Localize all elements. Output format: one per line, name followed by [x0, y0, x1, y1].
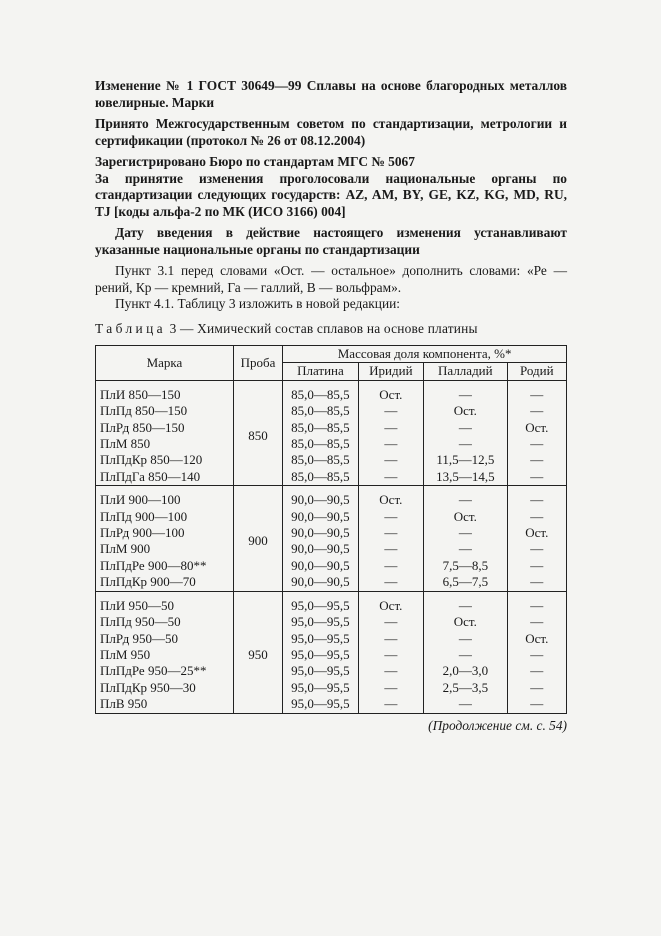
table-row: [96, 574, 567, 591]
cell-iridium: —: [358, 614, 423, 630]
cell-rhodium: —: [507, 541, 566, 557]
cell-mark: ПлПд 850—150: [100, 403, 188, 419]
cell-mark: ПлИ 900—100: [96, 486, 234, 509]
continuation-note: (Продолжение см. с. 54): [428, 717, 567, 733]
cell-platinum: 95,0—95,5: [291, 679, 350, 695]
cell-palladium: —: [424, 420, 508, 436]
cell-palladium: —: [424, 541, 508, 557]
table-caption-label: Таблица: [95, 320, 167, 336]
table-row: [96, 680, 567, 696]
cell-rhodium: —: [507, 452, 566, 468]
registration-note: Зарегистрировано Бюро по стандартам МГС № 5067: [95, 154, 415, 169]
cell-iridium: —: [358, 663, 423, 679]
table-row: [96, 525, 567, 541]
cell-mark: ПлРд 900—100: [100, 525, 185, 541]
table-caption-text: 3 — Химический состав сплавов на основе платины: [169, 320, 478, 336]
cell-palladium: 2,5—3,5: [424, 680, 508, 696]
cell-iridium: Ост.: [358, 380, 423, 403]
cell-palladium: —: [424, 525, 508, 541]
table-row: [96, 420, 567, 436]
cell-iridium: —: [358, 509, 423, 525]
cell-rhodium: —: [507, 647, 566, 663]
cell-rhodium: —: [507, 380, 566, 403]
cell-palladium: 13,5—14,5: [424, 469, 508, 486]
cell-rhodium: Ост.: [507, 420, 566, 436]
cell-palladium: Ост.: [424, 403, 508, 419]
cell-iridium: —: [358, 469, 423, 486]
cell-palladium: —: [424, 696, 508, 713]
voting-note: За принятие изменения проголосовали национальные органы по стандартизации следующих государств: AZ, AM, BY, GE, KZ, KG, MD, RU, TJ [коды альфа-2 по МК (ИСО 3166) 004]: [95, 170, 567, 219]
table-row: [96, 541, 567, 557]
cell-platinum: 95,0—95,5: [291, 663, 350, 679]
cell-palladium: 7,5—8,5: [424, 558, 508, 574]
cell-iridium: Ост.: [358, 591, 423, 614]
cell-mark: ПлПд 900—100: [100, 508, 188, 524]
cell-mark: ПлВ 950: [100, 696, 148, 712]
change-title: Изменение № 1 ГОСТ 30649—99 Сплавы на основе благородных металлов ювелирные. Марки: [95, 78, 567, 110]
cell-rhodium: —: [507, 574, 566, 591]
header-palladium: Палладий: [424, 363, 508, 380]
cell-palladium: Ост.: [424, 509, 508, 525]
cell-palladium: —: [424, 436, 508, 452]
cell-platinum: 95,0—95,5: [283, 591, 358, 614]
table-row: [96, 696, 567, 713]
cell-platinum: 90,0—90,5: [291, 541, 350, 557]
cell-rhodium: —: [507, 614, 566, 630]
cell-rhodium: —: [507, 486, 566, 509]
table-row: [96, 558, 567, 574]
cell-mark: ПлИ 850—150: [100, 386, 181, 402]
cell-platinum: 90,0—90,5: [291, 557, 350, 573]
table-row: [96, 647, 567, 663]
cell-iridium: —: [358, 574, 423, 591]
adoption-note: Принято Межгосударственным советом по стандартизации, метрологии и сертификации (протокол № 26 от 08.12.2004): [95, 116, 567, 148]
cell-platinum: 85,0—85,5: [291, 452, 350, 468]
table-row: [96, 486, 567, 509]
cell-palladium: 2,0—3,0: [424, 663, 508, 679]
table-row: [96, 436, 567, 452]
cell-rhodium: —: [507, 436, 566, 452]
cell-rhodium: —: [507, 469, 566, 486]
cell-platinum: 90,0—90,5: [291, 508, 350, 524]
cell-iridium: —: [358, 420, 423, 436]
cell-proba: 850: [233, 380, 282, 485]
header-rhodium: Родий: [507, 363, 566, 380]
cell-platinum: 90,0—90,5: [291, 525, 350, 541]
cell-proba: 950: [233, 591, 282, 713]
header-iridium: Иридий: [358, 363, 423, 380]
cell-platinum: 95,0—95,5: [291, 646, 350, 662]
table-row: [96, 591, 567, 614]
header-platinum: Платина: [283, 363, 358, 380]
cell-platinum: 85,0—85,5: [291, 386, 350, 402]
cell-mark: ПлПдГа 850—140: [100, 468, 201, 484]
cell-mark: ПлИ 950—50: [96, 591, 234, 614]
cell-platinum: 90,0—90,5: [291, 574, 350, 590]
cell-mark: ПлПдКр 950—30: [100, 679, 196, 695]
document-page: [95, 78, 567, 734]
cell-rhodium: —: [507, 403, 566, 419]
cell-palladium: 11,5—12,5: [424, 452, 508, 468]
cell-platinum: 95,0—95,5: [291, 696, 350, 712]
cell-palladium: —: [424, 380, 508, 403]
cell-rhodium: —: [507, 558, 566, 574]
cell-iridium: —: [358, 647, 423, 663]
cell-iridium: —: [358, 403, 423, 419]
cell-iridium: —: [358, 436, 423, 452]
cell-palladium: —: [424, 647, 508, 663]
cell-proba: 900: [233, 486, 282, 591]
cell-iridium: Ост.: [358, 486, 423, 509]
cell-platinum: 85,0—85,5: [291, 419, 350, 435]
cell-platinum: 90,0—90,5: [283, 486, 358, 509]
cell-mark: ПлМ 900: [100, 541, 151, 557]
cell-mark: ПлПдКр 900—70: [100, 574, 196, 590]
cell-iridium: —: [358, 452, 423, 468]
change-header: [95, 78, 567, 258]
header-mark: Марка: [96, 346, 234, 381]
cell-mark: ПлМ 950: [100, 646, 151, 662]
platinum-alloys-table: [95, 345, 567, 714]
cell-rhodium: Ост.: [507, 525, 566, 541]
table-body: [96, 380, 567, 713]
table-row: [96, 469, 567, 486]
table-row: [96, 509, 567, 525]
header-mass-fraction: Массовая доля компонента, %*: [283, 346, 567, 363]
cell-iridium: —: [358, 696, 423, 713]
paragraph-4-1: Пункт 4.1. Таблицу 3 изложить в новой редакции:: [115, 296, 401, 311]
cell-palladium: 6,5—7,5: [424, 574, 508, 591]
cell-rhodium: —: [507, 509, 566, 525]
cell-iridium: —: [358, 631, 423, 647]
table-row: [96, 452, 567, 468]
table-row: [96, 631, 567, 647]
cell-rhodium: —: [507, 663, 566, 679]
cell-mark: ПлПдРе 900—80**: [100, 557, 207, 573]
cell-mark: ПлРд 950—50: [100, 630, 178, 646]
cell-iridium: —: [358, 541, 423, 557]
cell-iridium: —: [358, 680, 423, 696]
cell-iridium: —: [358, 525, 423, 541]
cell-platinum: 95,0—95,5: [291, 630, 350, 646]
cell-mark: ПлРд 850—150: [100, 419, 185, 435]
cell-platinum: 85,0—85,5: [291, 436, 350, 452]
cell-palladium: —: [424, 631, 508, 647]
cell-palladium: —: [424, 591, 508, 614]
table-row: [96, 614, 567, 630]
paragraph-3-1: Пункт 3.1 перед словами «Ост. — остальное» дополнить словами: «Ре — рений, Кр — кремний, Га — галлий, В — вольфрам».: [95, 263, 567, 295]
cell-rhodium: —: [507, 591, 566, 614]
cell-rhodium: —: [507, 680, 566, 696]
cell-mark: ПлПдКр 850—120: [100, 452, 203, 468]
cell-mark: ПлПд 950—50: [100, 614, 181, 630]
table-row: [96, 663, 567, 679]
cell-palladium: Ост.: [424, 614, 508, 630]
header-proba: Проба: [233, 346, 282, 381]
cell-rhodium: —: [507, 696, 566, 713]
cell-palladium: —: [424, 486, 508, 509]
cell-mark: ПлПдРе 950—25**: [100, 663, 207, 679]
cell-mark: ПлМ 850: [100, 436, 151, 452]
table-row: [96, 380, 567, 403]
cell-iridium: —: [358, 558, 423, 574]
cell-rhodium: Ост.: [507, 631, 566, 647]
cell-platinum: 85,0—85,5: [291, 468, 350, 484]
table-row: [96, 403, 567, 419]
cell-platinum: 85,0—85,5: [291, 403, 350, 419]
cell-platinum: 95,0—95,5: [291, 614, 350, 630]
effective-date-note: Дату введения в действие настоящего изменения устанавливают указанные национальные органы по стандартизации: [95, 225, 567, 257]
table-caption: [95, 321, 567, 338]
